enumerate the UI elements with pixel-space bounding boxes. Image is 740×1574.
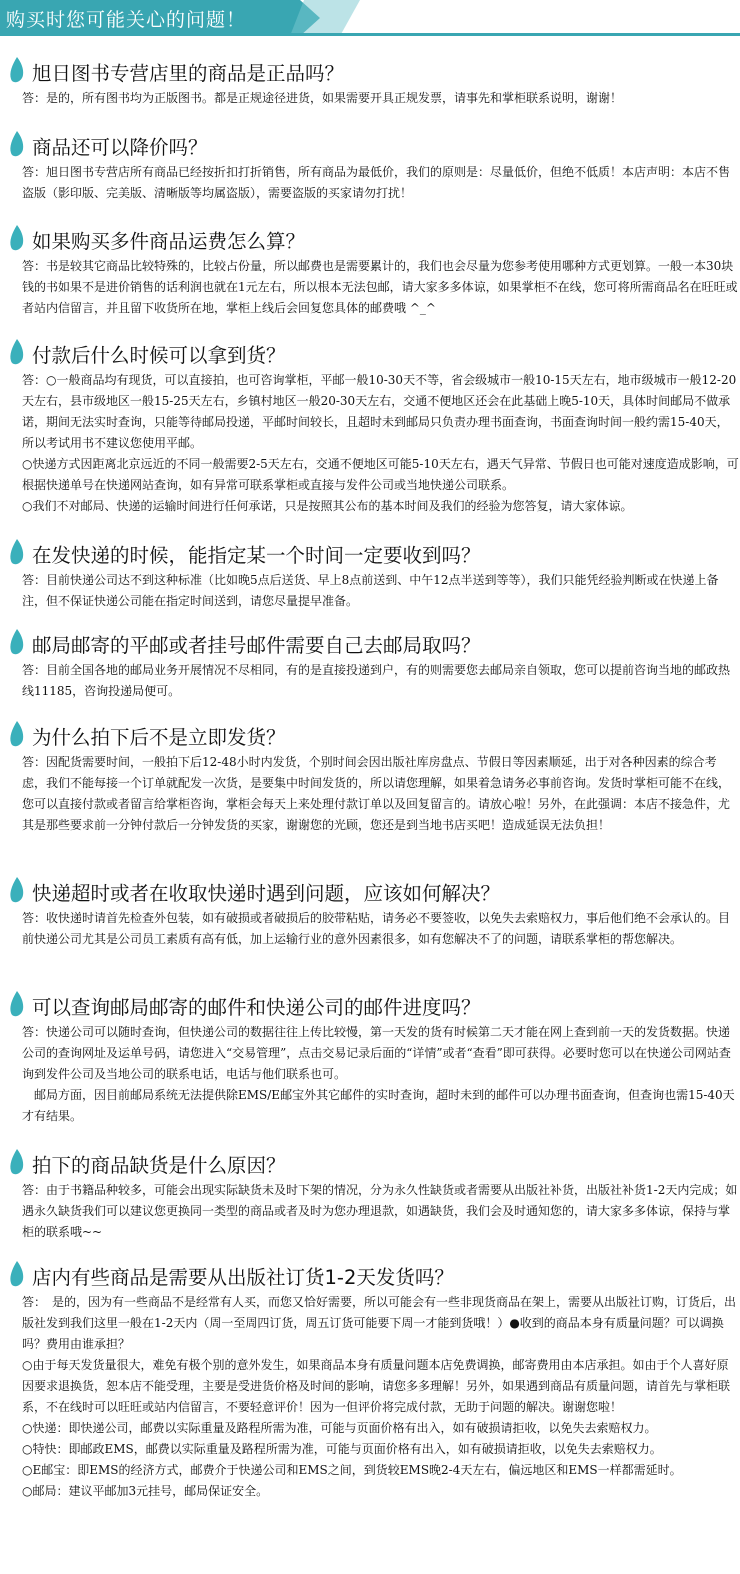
teardrop-bullet-icon	[8, 56, 25, 86]
answer-paragraph: 答：书是较其它商品比较特殊的，比较占份量，所以邮费也是需要累计的，我们也会尽量为您参考使用哪种方式更划算。一般一本30块钱的书如果不是进价销售的话利润也就在1元左右，所以根本无法包邮，请大家多多体谅，如果掌柜不在线，您可将所需商品名在旺旺或者站内信留言，并且留下收货所在地，掌柜上线后会回复您具体的邮费哦 ^_^	[22, 259, 738, 315]
faq-answer	[0, 660, 740, 702]
answer-paragraph: ○特快：即邮政EMS，邮费以实际重量及路程所需为准，可能与页面价格有出入，如有破损请拒收，以免失去索赔权力。	[22, 1442, 662, 1456]
answer-paragraph: ○由于每天发货量很大，难免有极个别的意外发生，如果商品本身有质量问题本店免费调换，邮寄费用由本店承担。如由于个人喜好原因要求退换货，恕本店不能受理，主要是受进货价格及时间的影响，请您多多理解！另外，如果遇到商品有质量问题，请首先与掌柜联系，不在线时可以旺旺或站内信留言，不要轻意评价！因为一但评价将完成付款，无助于问题的解决。谢谢您啦！	[22, 1358, 731, 1414]
answer-paragraph: 答：快递公司可以随时查询，但快递公司的数据往往上传比较慢，第一天发的货有时候第二天才能在网上查到前一天的发货数据。快递公司的查询网址及运单号码，请您进入“交易管理”，点击交易记录后面的“详情”或者“查看”即可获得。必要时您可以在快递公司网站查询到发件公司及当地公司的联系电话，电话与他们联系也可。	[22, 1025, 731, 1081]
answer-paragraph: 答：目前快递公司达不到这种标准（比如晚5点后送货、早上8点前送到、中午12点半送到等等），我们只能凭经验判断或在快递上备注，但不保证快递公司能在指定时间送到，请您尽量提早准备。	[22, 573, 719, 608]
faq-question: 旭日图书专营店里的商品是正品吗？	[32, 62, 345, 85]
answer-paragraph: ○快递方式因距离北京远近的不同一般需要2-5天左右，交通不便地区可能5-10天左右，遇天气异常、节假日也可能对速度造成影响，可根据快递单号在快递网站查询，如有异常可联系掌柜或直接与发件公司或当地快递公司联系。	[22, 457, 739, 492]
faq-item	[0, 1258, 740, 1502]
answer-paragraph: 答：由于书籍品种较多，可能会出现实际缺货未及时下架的情况，分为永久性缺货或者需要从出版社补货，出版社补货1-2天内完成；如遇永久缺货我们可以建议您更换同一类型的商品或者及时为您办理退款，如遇缺货，我们会及时通知您的，请大家多多体谅，保持与掌柜的联系哦~~	[22, 1183, 738, 1239]
faq-item	[0, 1146, 740, 1243]
teardrop-bullet-icon	[8, 338, 25, 368]
faq-answer	[0, 1292, 740, 1502]
answer-paragraph: 答：因配货需要时间，一般拍下后12-48小时内发货，个别时间会因出版社库房盘点、节假日等因素顺延，出于对各种因素的综合考虑，我们不能每接一个订单就配发一次货，是要集中时间发货的，所以请您理解，如果着急请务必事前咨询。发货时掌柜可能不在线，您可以直接付款或者留言给掌柜咨询，掌柜会每天上来处理付款订单以及回复留言的。请放心啦！另外，在此强调：本店不接急件，尤其是那些要求前一分钟付款后一分钟发货的买家，谢谢您的光顾，您还是到当地书店买吧！造成延误无法负担！	[22, 755, 731, 832]
faq-item	[0, 626, 740, 702]
faq-item	[0, 536, 740, 612]
answer-paragraph: 答：是的，所有图书均为正版图书。都是正规途径进货，如果需要开具正规发票，请事先和掌柜联系说明，谢谢！	[22, 91, 623, 105]
faq-item	[0, 54, 740, 109]
faq-question: 可以查询邮局邮寄的邮件和快递公司的邮件进度吗？	[32, 996, 481, 1019]
teardrop-bullet-icon	[8, 1260, 25, 1290]
faq-answer	[0, 752, 740, 836]
page-banner	[0, 0, 740, 36]
faq-item	[0, 222, 740, 319]
answer-paragraph: 答：目前全国各地的邮局业务开展情况不尽相同，有的是直接投递到户，有的则需要您去邮局亲自领取，您可以提前咨询当地的邮政热线11185，咨询投递局便可。	[22, 663, 731, 698]
faq-item	[0, 874, 740, 950]
teardrop-bullet-icon	[8, 224, 25, 254]
faq-question: 为什么拍下后不是立即发货？	[32, 726, 286, 749]
teardrop-bullet-icon	[8, 130, 25, 160]
faq-answer	[0, 256, 740, 319]
faq-answer	[0, 908, 740, 950]
faq-item	[0, 718, 740, 836]
faq-question: 在发快递的时候，能指定某一个时间一定要收到吗？	[32, 544, 481, 567]
faq-answer	[0, 570, 740, 612]
faq-question: 付款后什么时候可以拿到货？	[32, 344, 286, 367]
teardrop-bullet-icon	[8, 1148, 25, 1178]
faq-question: 如果购买多件商品运费怎么算？	[32, 230, 306, 253]
teardrop-bullet-icon	[8, 876, 25, 906]
answer-paragraph: 答：○一般商品均有现货，可以直接拍，也可咨询掌柜，平邮一般10-30天不等，省会级城市一般10-15天左右，地市级城市一般12-20天左右，县市级地区一般15-25天左右，乡镇村地区一般20-30天左右，交通不便地区还会在此基础上晚5-10天，具体时间邮局不做承诺，期间无法实时查询，只能等待邮局投递，平邮时间较长，且超时未到邮局只负责办理书面查询，书面查询时间一般约需15-40天，所以考试用书不建议您使用平邮。	[22, 373, 737, 450]
answer-paragraph: ○快递：即快递公司，邮费以实际重量及路程所需为准，可能与页面价格有出入，如有破损请拒收，以免失去索赔权力。	[22, 1421, 657, 1435]
faq-question: 快递超时或者在收取快递时遇到问题，应该如何解决？	[32, 882, 501, 905]
faq-answer	[0, 88, 740, 109]
answer-paragraph: 邮局方面，因目前邮局系统无法提供除EMS/E邮宝外其它邮件的实时查询，超时未到的邮件可以办理书面查询，但查询也需15-40天才有结果。	[22, 1088, 735, 1123]
banner-title: 购买时您可能关心的问题！	[6, 9, 247, 31]
faq-item	[0, 336, 740, 517]
faq-question: 商品还可以降价吗？	[32, 136, 208, 159]
answer-paragraph: 答： 是的，因为有一些商品不是经常有人买，而您又恰好需要，所以可能会有一些非现货商品在架上，需要从出版社订购，订货后，出版社发到我们这里一般在1-2天内（周一至周四订货，周五订货可能要下周一才能到货哦！）●收到的商品本身有质量问题？可以调换吗？费用由谁承担？	[22, 1295, 737, 1351]
answer-paragraph: 答：收快递时请首先检查外包装，如有破损或者破损后的胶带粘贴，请务必不要签收，以免失去索赔权力，事后他们绝不会承认的。目前快递公司尤其是公司员工素质有高有低，加上运输行业的意外因素很多，如有您解决不了的问题，请联系掌柜的帮您解决。	[22, 911, 731, 946]
faq-answer	[0, 1180, 740, 1243]
faq-question: 邮局邮寄的平邮或者挂号邮件需要自己去邮局取吗？	[32, 634, 481, 657]
faq-item	[0, 988, 740, 1127]
faq-item	[0, 128, 740, 204]
teardrop-bullet-icon	[8, 628, 25, 658]
answer-paragraph: 答：旭日图书专营店所有商品已经按折扣打折销售，所有商品为最低价，我们的原则是：尽量低价，但绝不低质！本店声明：本店不售盗版（影印版、完美版、清晰版等均属盗版），需要盗版的买家请勿打扰！	[22, 165, 731, 200]
faq-answer	[0, 162, 740, 204]
faq-answer	[0, 1022, 740, 1127]
faq-question: 拍下的商品缺货是什么原因？	[32, 1154, 286, 1177]
answer-paragraph: ○我们不对邮局、快递的运输时间进行任何承诺，只是按照其公布的基本时间及我们的经验为您答复，请大家体谅。	[22, 499, 633, 513]
teardrop-bullet-icon	[8, 720, 25, 750]
answer-paragraph: ○邮局：建议平邮加3元挂号，邮局保证安全。	[22, 1484, 269, 1498]
teardrop-bullet-icon	[8, 538, 25, 568]
faq-question: 店内有些商品是需要从出版社订货1-2天发货吗？	[32, 1266, 454, 1289]
teardrop-bullet-icon	[8, 990, 25, 1020]
faq-answer	[0, 370, 740, 517]
answer-paragraph: ○E邮宝：即EMS的经济方式，邮费介于快递公司和EMS之间，到货较EMS晚2-4天左右，偏远地区和EMS一样都需延时。	[22, 1463, 682, 1477]
